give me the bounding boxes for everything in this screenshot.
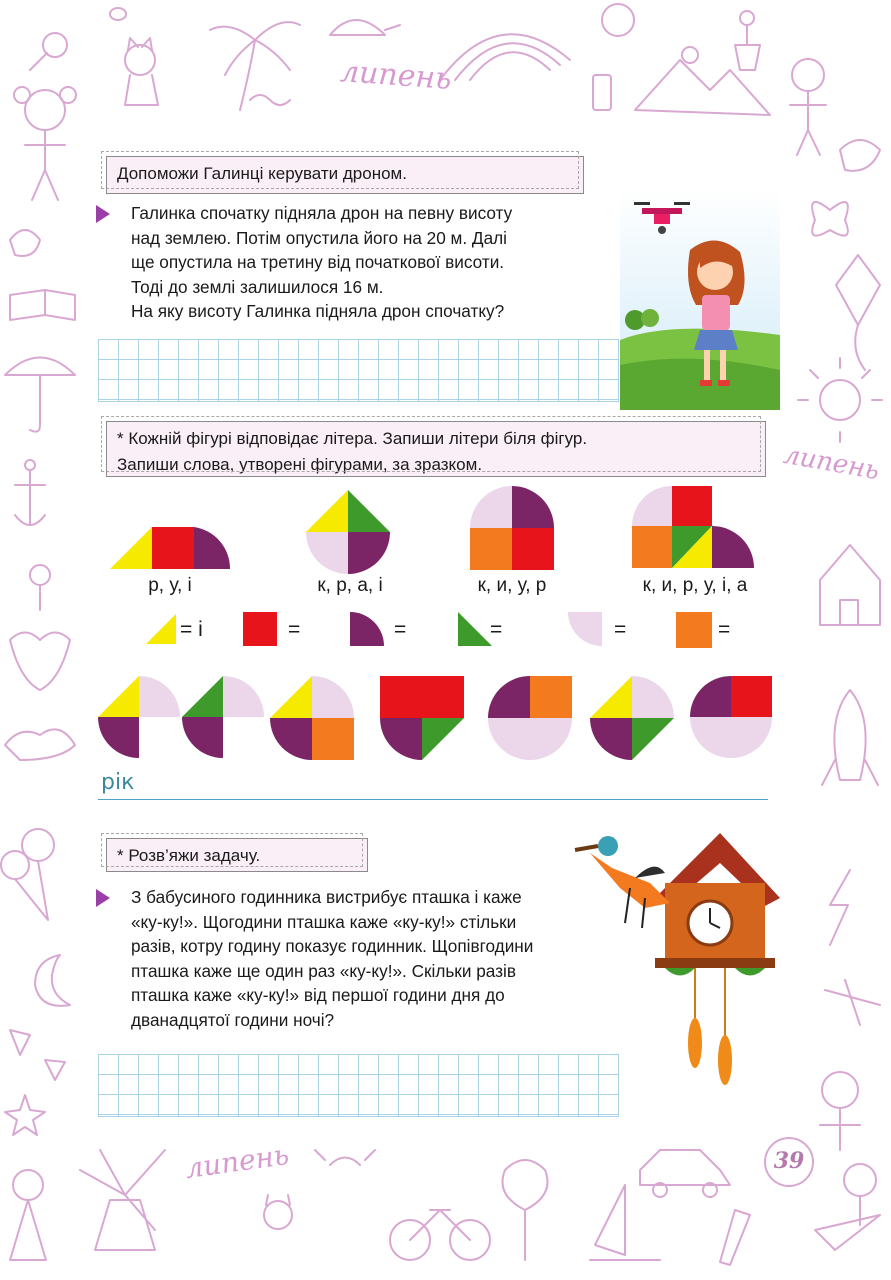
- legend-pink-quarter: [568, 612, 602, 646]
- task3-line: «ку-ку!». Щогодини пташка каже «ку-ку!» стільки: [131, 911, 517, 932]
- puzzle-figure-5: [488, 676, 572, 760]
- cuckoo-clock-illustration: [570, 828, 785, 1093]
- task3-line: дванадцятої години ночі?: [131, 1009, 335, 1030]
- task2-answer-word: рік: [101, 770, 135, 795]
- month-label-right: липень: [781, 439, 882, 487]
- legend-red-eq: =: [288, 618, 301, 641]
- task3-line: разів, котру годину показує годинник. Щопівгодини: [131, 936, 534, 956]
- legend-purple-eq: =: [394, 618, 407, 641]
- example-label-3: к, и, у, р: [477, 575, 547, 596]
- legend-purple-quarter: [350, 612, 384, 646]
- task1-line: над землею. Потім опустила його на 20 м. Далі: [131, 227, 507, 248]
- example-figure-2: [306, 490, 390, 574]
- task3-line: пташка каже «ку-ку!» від першої години дня до: [131, 985, 505, 1005]
- task3-bullet-icon: [96, 889, 110, 907]
- puzzle-figure-2: [182, 676, 264, 758]
- task1-text: [131, 201, 611, 324]
- legend-green-triangle: [458, 612, 492, 646]
- shape-purple-quarter: [194, 527, 230, 569]
- legend-pink-eq: =: [614, 618, 627, 641]
- shape-yellow-triangle: [110, 527, 152, 569]
- example-figure-1: [110, 527, 230, 569]
- month-label-top: липень: [338, 54, 453, 97]
- task1-bullet-icon: [96, 205, 110, 223]
- legend-green-eq: =: [490, 618, 503, 641]
- task2-heading-line2: Запиши слова, утворені фігурами, за зразком.: [117, 455, 483, 474]
- puzzle-figure-7: [690, 676, 772, 758]
- puzzle-figure-6: [590, 676, 674, 760]
- task3-answer-grid[interactable]: [98, 1054, 619, 1117]
- example-label-1: р, у, і: [148, 575, 192, 596]
- task3-text: [131, 885, 611, 1032]
- puzzle-figure-3: [270, 676, 354, 760]
- task1-heading-text: Допоможи Галинці керувати дроном.: [117, 164, 407, 183]
- example-label-2: к, р, а, і: [317, 575, 383, 596]
- legend-orange-eq: =: [718, 618, 731, 641]
- puzzle-figure-4: [380, 676, 464, 760]
- page-number: 39: [764, 1137, 814, 1187]
- example-figure-4: [632, 486, 756, 570]
- task3-line: пташка каже ще один раз «ку-ку!». Скільки разів: [131, 960, 516, 981]
- task1-line: Галинка спочатку підняла дрон на певну висоту: [131, 203, 513, 223]
- task1-line: ще опустила на третину від початкової висоти.: [131, 252, 505, 272]
- task2-heading: [106, 421, 766, 477]
- legend-yellow-eq: = і: [180, 618, 203, 641]
- task1-heading: [106, 156, 584, 194]
- task3-line: З бабусиного годинника вистрибує пташка і каже: [131, 887, 522, 907]
- task1-line: На яку висоту Галинка підняла дрон спочатку?: [131, 301, 505, 321]
- task3-heading-text: * Розв’яжи задачу.: [117, 846, 261, 865]
- legend-orange-square: [676, 612, 712, 648]
- month-label-bottom: липень: [183, 1137, 291, 1186]
- task3-heading: [106, 838, 368, 872]
- example-label-4: к, и, р, у, і, а: [642, 575, 748, 596]
- task1-line: Тоді до землі залишилося 16 м.: [131, 276, 384, 297]
- task2-answer-line[interactable]: [98, 799, 768, 800]
- girl-with-drone-illustration: [620, 190, 780, 410]
- puzzle-figure-1: [98, 676, 180, 758]
- task2-heading-line1: * Кожній фігурі відповідає літера. Запиши літери біля фігур.: [117, 429, 588, 448]
- task1-answer-grid[interactable]: [98, 339, 619, 402]
- example-figure-3: [470, 486, 554, 570]
- shape-red-square: [152, 527, 194, 569]
- legend-yellow-triangle: [146, 614, 176, 644]
- legend-red-square: [243, 612, 277, 646]
